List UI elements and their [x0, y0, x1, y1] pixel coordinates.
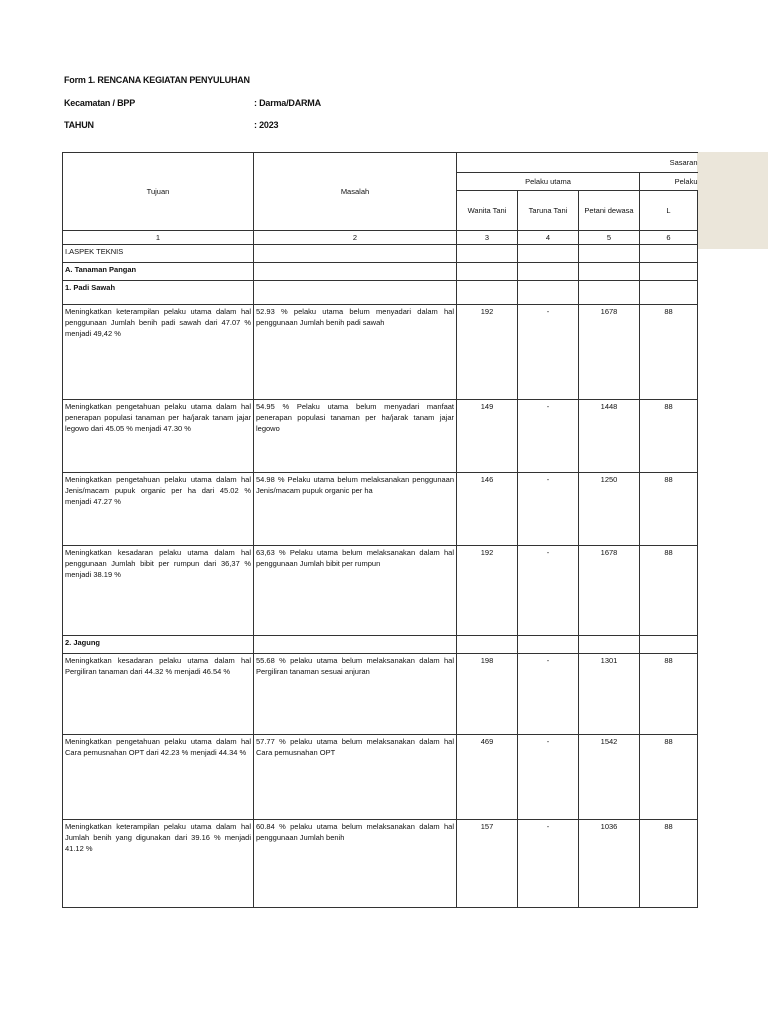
taruna-tani-cell: -	[518, 654, 579, 735]
table-row	[63, 546, 698, 636]
l-cell: 88	[640, 400, 698, 473]
tujuan-cell: Meningkatkan keterampilan pelaku utama dalam hal Jumlah benih yang digunakan dari 39.16 % menjadi 41.12 %	[63, 820, 254, 908]
col-taruna-tani: Taruna Tani	[518, 191, 579, 231]
col-sasaran: Sasaran	[457, 153, 698, 173]
petani-dewasa-cell: 1678	[579, 305, 640, 400]
section-jagung: 2. Jagung	[63, 636, 254, 654]
kecamatan-label: Kecamatan / BPP	[64, 98, 136, 108]
form-title	[64, 75, 250, 85]
taruna-tani-cell: -	[518, 820, 579, 908]
rencana-table	[62, 152, 698, 908]
col-masalah: Masalah	[254, 153, 457, 231]
section-padi-sawah: 1. Padi Sawah	[63, 281, 254, 305]
tujuan-cell: Meningkatkan pengetahuan pelaku utama dalam hal Cara pemusnahan OPT dari 42.23 % menjadi 44.34 %	[63, 735, 254, 820]
l-cell: 88	[640, 654, 698, 735]
kecamatan-line	[64, 98, 321, 108]
petani-dewasa-cell: 1250	[579, 473, 640, 546]
tujuan-cell: Meningkatkan pengetahuan pelaku utama dalam hal penerapan populasi tanaman per ha/jarak tanam jajar legowo dari 45.05 % menjadi 47.30 %	[63, 400, 254, 473]
col-petani-dewasa: Petani dewasa	[579, 191, 640, 231]
col-number: 5	[579, 231, 640, 245]
wanita-tani-cell: 146	[457, 473, 518, 546]
wanita-tani-cell: 157	[457, 820, 518, 908]
col-number: 6	[640, 231, 698, 245]
taruna-tani-cell: -	[518, 473, 579, 546]
col-number: 2	[254, 231, 457, 245]
wanita-tani-cell: 198	[457, 654, 518, 735]
table-row	[63, 735, 698, 820]
tahun-label: TAHUN	[64, 120, 94, 130]
col-tujuan: Tujuan	[63, 153, 254, 231]
col-pelaku-utama: Pelaku utama	[457, 173, 640, 191]
masalah-cell: 55.68 % pelaku utama belum melaksanakan dalam hal Pergiliran tanaman sesuai anjuran	[254, 654, 457, 735]
taruna-tani-cell: -	[518, 735, 579, 820]
wanita-tani-cell: 192	[457, 546, 518, 636]
tujuan-cell: Meningkatkan pengetahuan pelaku utama dalam hal Jenis/macam pupuk organic per ha dari 45.02 % menjadi 47.27 %	[63, 473, 254, 546]
masalah-cell: 54.98 % Pelaku utama belum melaksanakan penggunaan Jenis/macam pupuk organic per ha	[254, 473, 457, 546]
tujuan-cell: Meningkatkan kesadaran pelaku utama dalam hal penggunaan Jumlah bibit per rumpun dari 36,37 % menjadi 38.19 %	[63, 546, 254, 636]
tujuan-cell: Meningkatkan kesadaran pelaku utama dalam hal Pergiliran tanaman dari 44.32 % menjadi 46.54 %	[63, 654, 254, 735]
table-row	[63, 305, 698, 400]
masalah-cell: 54.95 % Pelaku utama belum menyadari manfaat penerapan populasi tanaman per ha/jarak tanam jajar legowo	[254, 400, 457, 473]
petani-dewasa-cell: 1542	[579, 735, 640, 820]
l-cell: 88	[640, 473, 698, 546]
section-aspek-teknis: I.ASPEK TEKNIS	[63, 245, 254, 263]
section-tanaman-pangan: A. Tanaman Pangan	[63, 263, 254, 281]
side-panel	[697, 152, 768, 249]
table-row	[63, 473, 698, 546]
form-title-text: Form 1. RENCANA KEGIATAN PENYULUHAN	[64, 75, 250, 85]
taruna-tani-cell: -	[518, 546, 579, 636]
l-cell: 88	[640, 820, 698, 908]
masalah-cell: 57.77 % pelaku utama belum melaksanakan dalam hal Cara pemusnahan OPT	[254, 735, 457, 820]
l-cell: 88	[640, 305, 698, 400]
table-row	[63, 654, 698, 735]
petani-dewasa-cell: 1448	[579, 400, 640, 473]
table-row	[63, 820, 698, 908]
kecamatan-value: : Darma/DARMA	[254, 98, 321, 108]
tahun-line	[64, 120, 279, 130]
col-number: 1	[63, 231, 254, 245]
masalah-cell: 63,63 % Pelaku utama belum melaksanakan dalam hal penggunaan Jumlah bibit per rumpun	[254, 546, 457, 636]
petani-dewasa-cell: 1036	[579, 820, 640, 908]
table-row	[63, 400, 698, 473]
col-l: L	[640, 191, 698, 231]
petani-dewasa-cell: 1301	[579, 654, 640, 735]
petani-dewasa-cell: 1678	[579, 546, 640, 636]
masalah-cell: 60.84 % pelaku utama belum melaksanakan dalam hal penggunaan Jumlah benih	[254, 820, 457, 908]
l-cell: 88	[640, 735, 698, 820]
col-number: 4	[518, 231, 579, 245]
wanita-tani-cell: 192	[457, 305, 518, 400]
col-number: 3	[457, 231, 518, 245]
tujuan-cell: Meningkatkan keterampilan pelaku utama dalam hal penggunaan Jumlah benih padi sawah dari 47.07 % menjadi 49,42 %	[63, 305, 254, 400]
l-cell: 88	[640, 546, 698, 636]
wanita-tani-cell: 149	[457, 400, 518, 473]
wanita-tani-cell: 469	[457, 735, 518, 820]
taruna-tani-cell: -	[518, 400, 579, 473]
tahun-value: : 2023	[254, 120, 279, 130]
taruna-tani-cell: -	[518, 305, 579, 400]
col-wanita-tani: Wanita Tani	[457, 191, 518, 231]
masalah-cell: 52.93 % pelaku utama belum menyadari dalam hal penggunaan Jumlah benih padi sawah	[254, 305, 457, 400]
col-pelaku: Pelaku	[640, 173, 698, 191]
